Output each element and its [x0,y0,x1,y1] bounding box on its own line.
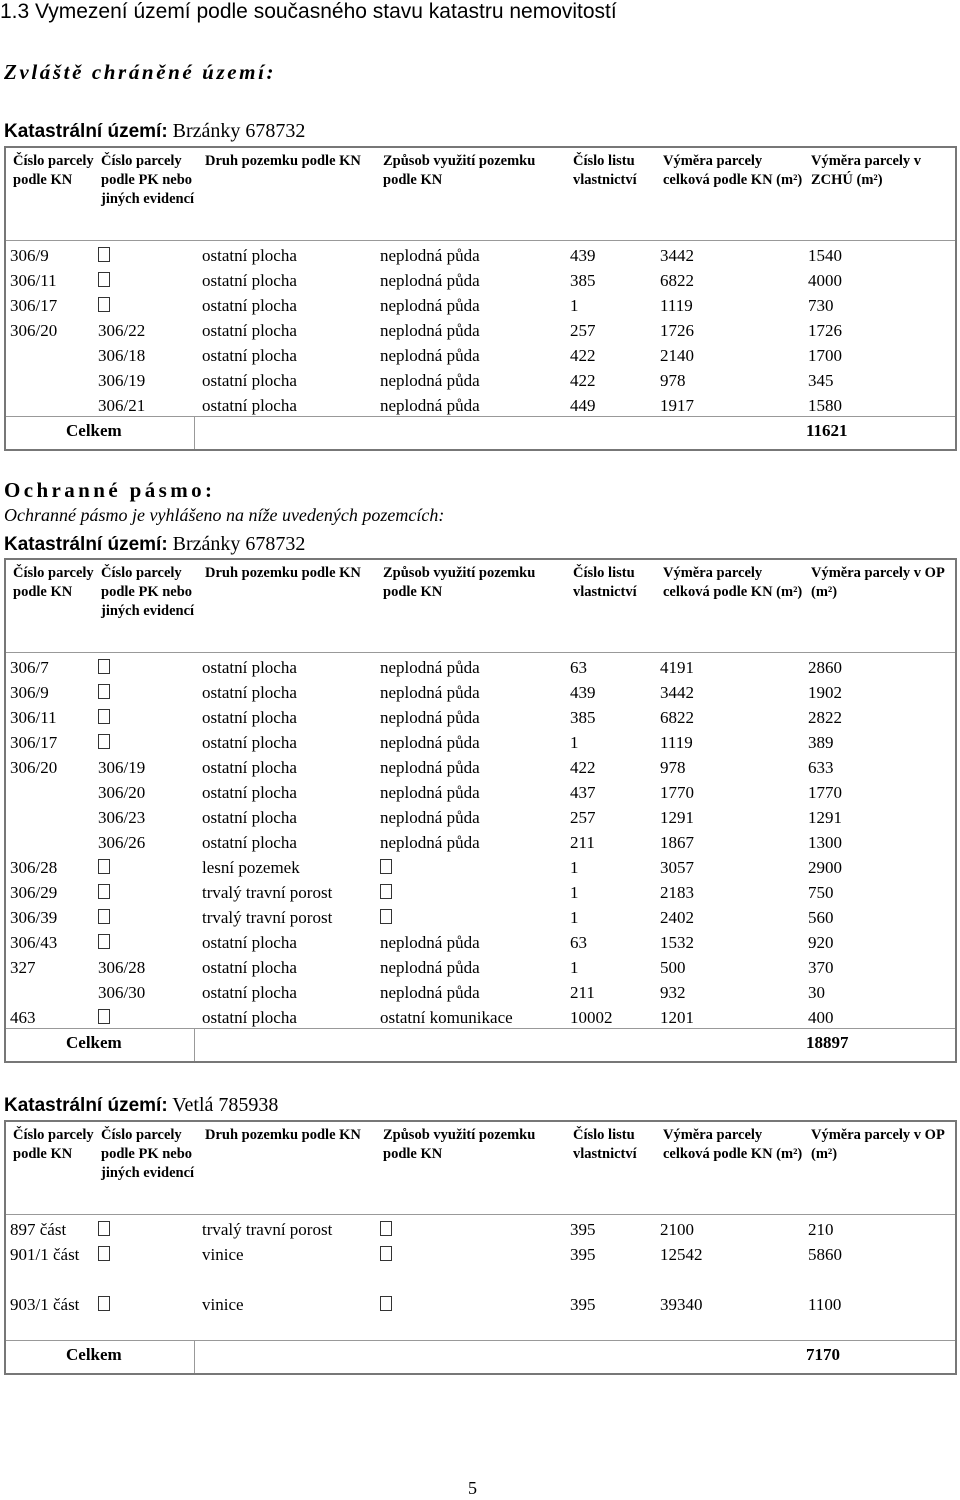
empty-box-icon [98,906,110,930]
table-cell: 327 [10,958,36,977]
table-cell: neplodná půda [380,396,480,415]
table-row [6,728,955,753]
empty-box-icon [98,1293,110,1317]
column-header: Výměra parcely celková podle KN (m²) [663,1127,803,1162]
table-cell: 6822 [660,271,694,290]
total-label: Celkem [66,421,122,440]
table-row [6,978,955,1003]
table-cell: neplodná půda [380,733,480,752]
op-note: Ochranné pásmo je vyhlášeno na níže uvedených pozemcích: [4,505,445,525]
table-cell: 306/39 [10,908,58,927]
table-row [6,391,955,416]
ku-value: Vetlá 785938 [172,1094,279,1116]
table-cell: trvalý travní porost [202,883,333,902]
table-cell: 1700 [808,346,842,365]
column-header: Číslo parcely podle PK nebo jiných evidencí [101,565,195,619]
table-cell: 385 [570,271,596,290]
table-cell: 211 [570,833,595,852]
table-cell: 306/21 [98,396,146,415]
column-header: Číslo parcely podle KN [13,153,94,188]
table-row [6,703,955,728]
ku-heading-2 [4,533,305,556]
table-cell: 897 část [10,1220,67,1239]
table-cell: neplodná půda [380,346,480,365]
table-cell: trvalý travní porost [202,1220,333,1239]
table-cell: ostatní plocha [202,246,297,265]
table-cell: 2402 [660,908,694,927]
empty-box-icon [98,656,110,680]
table-cell: 1726 [808,321,842,340]
table-row [6,828,955,853]
table-cell: neplodná půda [380,808,480,827]
table-cell: 306/19 [98,758,146,777]
table-cell: 306/17 [10,733,58,752]
op-table-vetla [4,1120,957,1375]
table-cell: ostatní plocha [202,833,297,852]
table-cell: neplodná půda [380,683,480,702]
table-cell: ostatní plocha [202,683,297,702]
table-cell: ostatní plocha [202,783,297,802]
table-row [6,291,955,316]
table-cell: 500 [660,958,686,977]
table-cell: neplodná půda [380,246,480,265]
table-cell: 1119 [660,296,693,315]
table-cell: 2822 [808,708,842,727]
op-table-brzanky [4,558,957,1063]
table-cell: ostatní plocha [202,758,297,777]
table-row [6,803,955,828]
table-cell: 306/9 [10,683,49,702]
column-header: Způsob využití pozemku podle KN [383,565,536,600]
table-cell: 1917 [660,396,694,415]
empty-box-icon [98,856,110,880]
table-cell: 306/28 [98,958,146,977]
empty-box-icon [98,706,110,730]
table-cell: ostatní plocha [202,346,297,365]
table-cell: 1100 [808,1295,842,1314]
table-cell: 730 [808,296,834,315]
table-cell: 6822 [660,708,694,727]
empty-box-icon [380,1218,392,1242]
ku-label: Katastrální území: [4,121,168,142]
table-cell: lesní pozemek [202,858,300,877]
table-cell: 978 [660,758,686,777]
table-cell: 370 [808,958,834,977]
table-row [6,878,955,903]
column-header: Výměra parcely v OP (m²) [811,565,945,600]
table-cell: ostatní plocha [202,396,297,415]
table-cell: 306/20 [10,758,58,777]
table-cell: 4191 [660,658,694,677]
empty-box-icon [98,881,110,905]
table-cell: 1291 [808,808,842,827]
total-label: Celkem [66,1345,122,1364]
op-title: Ochranné pásmo: [4,478,216,502]
empty-box-icon [98,931,110,955]
table-cell: ostatní plocha [202,321,297,340]
table-cell: 1300 [808,833,842,852]
table-cell: 39340 [660,1295,703,1314]
table-cell: ostatní plocha [202,1008,297,1027]
table-cell: 1532 [660,933,694,952]
table-cell: 306/18 [98,346,146,365]
table-cell: neplodná půda [380,783,480,802]
empty-box-icon [98,294,110,318]
table-cell: 1 [570,296,579,315]
table-cell: 257 [570,321,596,340]
table-cell: 422 [570,758,596,777]
total-value: 18897 [806,1033,849,1052]
table-cell: 463 [10,1008,36,1027]
table-cell: 2860 [808,658,842,677]
table-row [6,753,955,778]
table-cell: neplodná půda [380,658,480,677]
table-cell: 5860 [808,1245,842,1264]
table-row [6,653,955,678]
table-cell: 345 [808,371,834,390]
table-cell: ostatní plocha [202,933,297,952]
column-header: Druh pozemku podle KN [205,153,361,169]
empty-box-icon [98,269,110,293]
table-cell: 920 [808,933,834,952]
column-header: Výměra parcely v ZCHÚ (m²) [811,153,922,188]
column-header: Číslo parcely podle KN [13,565,94,600]
table-cell: ostatní plocha [202,808,297,827]
table-cell: ostatní plocha [202,733,297,752]
table-row [6,953,955,978]
section-heading: 1.3 Vymezení území podle současného stavu katastru nemovitostí [0,0,617,23]
ku-value: Brzánky 678732 [172,533,306,555]
divider [194,1029,196,1061]
total-row [6,1340,955,1373]
table-cell: ostatní komunikace [380,1008,513,1027]
table-cell: 306/29 [10,883,58,902]
column-header: Druh pozemku podle KN [205,1127,361,1143]
column-header: Výměra parcely v OP (m²) [811,1127,945,1162]
table-cell: 422 [570,371,596,390]
empty-box-icon [380,856,392,880]
empty-box-icon [380,1243,392,1267]
empty-box-icon [380,1293,392,1317]
table-row [6,366,955,391]
table-row [6,678,955,703]
column-header: Výměra parcely celková podle KN (m²) [663,153,803,188]
table-cell: 210 [808,1220,834,1239]
column-header: Číslo parcely podle PK nebo jiných evidencí [101,153,195,207]
empty-box-icon [98,1006,110,1030]
table-row [6,1290,955,1340]
table-cell: 306/20 [98,783,146,802]
table-cell: 306/7 [10,658,49,677]
table-cell: 306/17 [10,296,58,315]
table-cell: neplodná půda [380,933,480,952]
table-cell: ostatní plocha [202,983,297,1002]
table-cell: 422 [570,346,596,365]
ku-heading-1 [4,120,305,143]
table-cell: neplodná půda [380,708,480,727]
table-cell: ostatní plocha [202,296,297,315]
table-cell: 633 [808,758,834,777]
total-row [6,1028,955,1061]
table-cell: vinice [202,1295,244,1314]
table-cell: 306/9 [10,246,49,265]
column-header: Způsob využití pozemku podle KN [383,153,536,188]
column-header: Číslo parcely podle PK nebo jiných evidencí [101,1127,195,1181]
table-cell: 306/28 [10,858,58,877]
ku-label: Katastrální území: [4,534,168,555]
table-cell: 1580 [808,396,842,415]
table-cell: 395 [570,1245,596,1264]
empty-box-icon [380,906,392,930]
table-row [6,928,955,953]
table-cell: neplodná půda [380,296,480,315]
table-cell: 306/19 [98,371,146,390]
empty-box-icon [98,681,110,705]
empty-box-icon [98,244,110,268]
table-cell: 306/11 [10,271,57,290]
table-cell: 1902 [808,683,842,702]
table-cell: 10002 [570,1008,613,1027]
table-cell: ostatní plocha [202,958,297,977]
table-cell: neplodná půda [380,758,480,777]
table-cell: 1 [570,883,579,902]
table-cell: 750 [808,883,834,902]
table-cell: 2183 [660,883,694,902]
table-row [6,1215,955,1240]
table-cell: ostatní plocha [202,371,297,390]
zchu-table [4,146,957,451]
table-cell: 1 [570,858,579,877]
table-cell: 901/1 část [10,1245,80,1264]
table-row [6,778,955,803]
table-cell: 1867 [660,833,694,852]
table-cell: 12542 [660,1245,703,1264]
table-cell: 257 [570,808,596,827]
table-cell: 63 [570,658,587,677]
table-cell: 2900 [808,858,842,877]
table-cell: 389 [808,733,834,752]
table-cell: ostatní plocha [202,271,297,290]
column-header: Způsob využití pozemku podle KN [383,1127,536,1162]
total-value: 7170 [806,1345,840,1364]
table-cell: ostatní plocha [202,658,297,677]
table-cell: 1770 [660,783,694,802]
column-header: Číslo listu vlastnictví [573,565,637,600]
column-header: Číslo parcely podle KN [13,1127,94,1162]
table-row [6,316,955,341]
table-cell: neplodná půda [380,271,480,290]
table-cell: 3442 [660,246,694,265]
empty-box-icon [98,731,110,755]
table-cell: neplodná půda [380,958,480,977]
table-header [6,560,955,653]
empty-box-icon [98,1243,110,1267]
column-header: Číslo listu vlastnictví [573,1127,637,1162]
table-cell: 1540 [808,246,842,265]
ku-heading-3 [4,1094,278,1117]
table-cell: 1726 [660,321,694,340]
empty-box-icon [380,881,392,905]
column-header: Číslo listu vlastnictví [573,153,637,188]
table-cell: 1201 [660,1008,694,1027]
table-cell: 2140 [660,346,694,365]
column-header: Druh pozemku podle KN [205,565,361,581]
ku-label: Katastrální území: [4,1095,168,1116]
table-cell: 437 [570,783,596,802]
table-cell: 395 [570,1220,596,1239]
table-cell: 2100 [660,1220,694,1239]
table-cell: 385 [570,708,596,727]
table-cell: 63 [570,933,587,952]
empty-box-icon [98,1218,110,1242]
table-cell: neplodná půda [380,321,480,340]
table-cell: 30 [808,983,825,1002]
table-header [6,1122,955,1215]
table-header [6,148,955,241]
table-cell: 4000 [808,271,842,290]
divider [194,1341,196,1373]
table-row [6,266,955,291]
table-cell: 400 [808,1008,834,1027]
table-cell: 439 [570,683,596,702]
table-cell: neplodná půda [380,983,480,1002]
table-cell: 978 [660,371,686,390]
page-number: 5 [468,1478,477,1498]
table-cell: 439 [570,246,596,265]
table-cell: vinice [202,1245,244,1264]
table-row [6,903,955,928]
column-header: Výměra parcely celková podle KN (m²) [663,565,803,600]
table-cell: 306/20 [10,321,58,340]
table-row [6,853,955,878]
table-cell: 1 [570,908,579,927]
table-cell: 306/43 [10,933,58,952]
table-cell: 1770 [808,783,842,802]
table-cell: 560 [808,908,834,927]
zchu-title: Zvláště chráněné území: [4,60,277,84]
table-row [6,1003,955,1028]
table-cell: 1291 [660,808,694,827]
table-cell: trvalý travní porost [202,908,333,927]
table-cell: 306/26 [98,833,146,852]
table-row [6,1240,955,1290]
divider [194,417,196,449]
table-row [6,341,955,366]
table-row [6,241,955,266]
table-cell: neplodná půda [380,371,480,390]
table-cell: 1119 [660,733,693,752]
table-cell: 395 [570,1295,596,1314]
total-row [6,416,955,449]
table-cell: 306/22 [98,321,146,340]
table-cell: 306/30 [98,983,146,1002]
total-label: Celkem [66,1033,122,1052]
ku-value: Brzánky 678732 [172,120,306,142]
table-cell: ostatní plocha [202,708,297,727]
total-value: 11621 [806,421,848,440]
table-cell: 449 [570,396,596,415]
table-cell: 1 [570,958,579,977]
table-cell: 1 [570,733,579,752]
table-cell: 3057 [660,858,694,877]
table-cell: 3442 [660,683,694,702]
table-cell: 211 [570,983,595,1002]
table-cell: 903/1 část [10,1295,80,1314]
table-cell: 306/23 [98,808,146,827]
table-cell: neplodná půda [380,833,480,852]
table-cell: 932 [660,983,686,1002]
table-cell: 306/11 [10,708,57,727]
